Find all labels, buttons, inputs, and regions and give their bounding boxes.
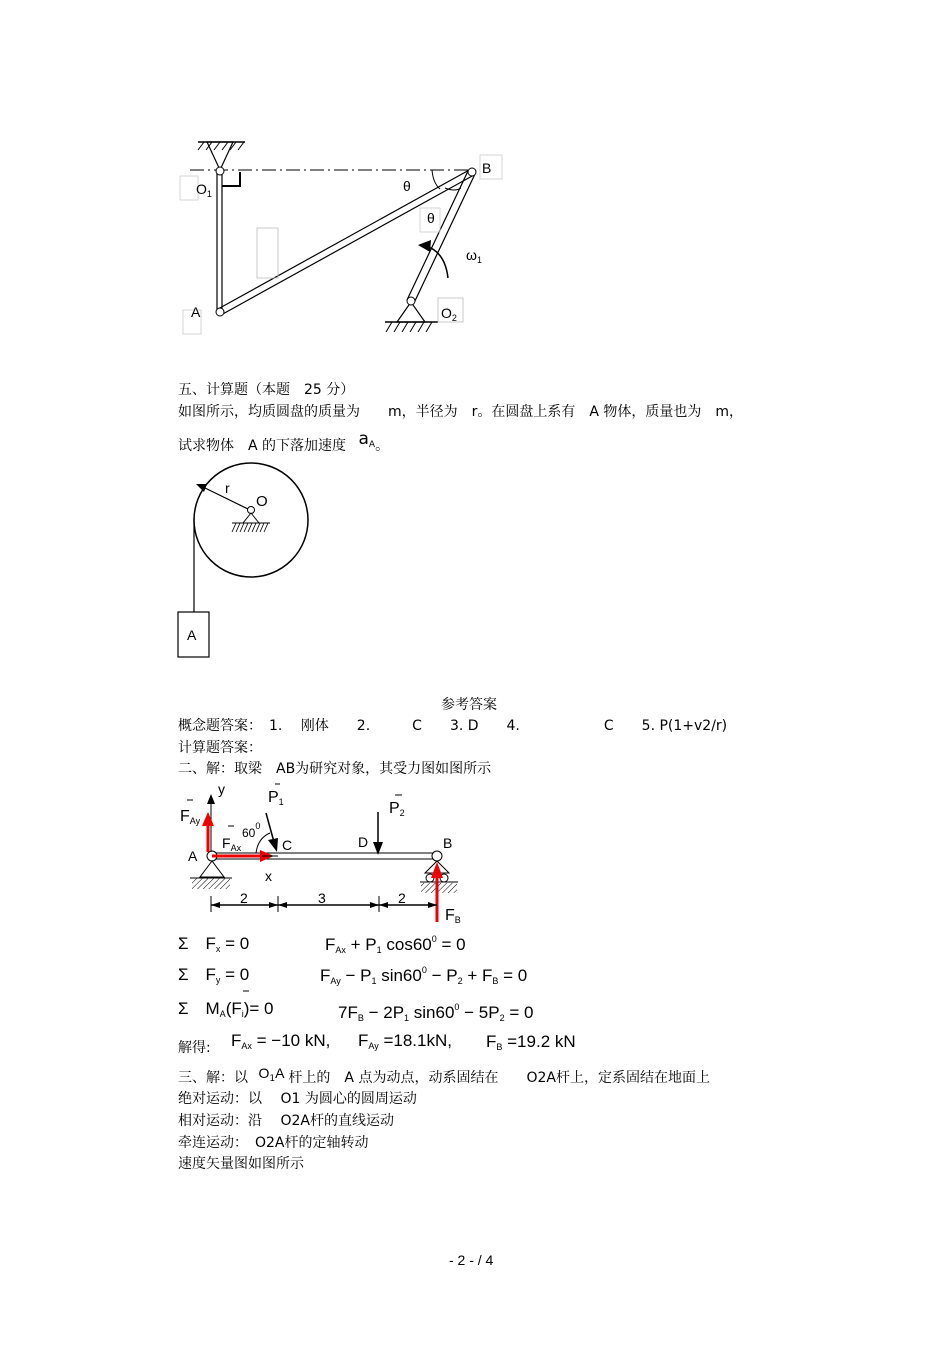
section5-line2: 试求物体 A 的下落加速度 $a_A$。 <box>178 429 390 454</box>
label-fax: $F_{Ax}$ <box>222 835 242 853</box>
label-angle: $60^0$ <box>242 821 261 840</box>
page-number: - 2 - / 4 <box>449 1252 494 1268</box>
section5-line1: 如图所示，均质圆盘的质量为 m，半径为 r。在圆盘上系有 A 物体，质量也为 m， <box>178 404 744 420</box>
rod-o2b <box>407 171 468 300</box>
q3-absolute-motion: 绝对运动：以 O1 为圆心的圆周运动 <box>178 1091 417 1107</box>
label-dim-2: 3 <box>318 890 326 906</box>
answers-concept: 概念题答案： 1. 刚体 2. C 3. D 4. C 5. P(1+v2/r) <box>178 718 728 734</box>
label-c: C <box>282 837 293 853</box>
label-d: D <box>358 834 369 850</box>
force-p1 <box>266 813 274 842</box>
eq1-left: Σ $F_x = 0$ <box>178 934 250 954</box>
solution-fax: $F_{Ax} = -10$ kN, <box>231 1031 331 1051</box>
label-fb: $F_B$ <box>445 907 461 925</box>
rod-ab <box>218 169 471 309</box>
solution-fay: $F_{Ay} =18.1kN$, <box>358 1031 452 1051</box>
eq2-left: Σ $F_y = 0$ <box>178 965 250 985</box>
label-fay: $F_{Ay}$ <box>180 808 201 826</box>
label-x: x <box>265 868 272 884</box>
eq2-right: $F_{Ay} - P_1$ $\sin 60^0 - P_2 + F_B = 0$ <box>320 965 528 986</box>
label-o2: $O_2$ <box>441 305 457 323</box>
q3-convected-motion: 牵连运动： O2A杆的定轴转动 <box>178 1135 369 1151</box>
eq3-left: Σ $M_A(F_i)= 0$ <box>178 999 274 1019</box>
section5-heading: 五、计算题（本题 25 分） <box>178 382 355 398</box>
label-p2: $P_2$ <box>389 800 405 818</box>
answers-q2: 二、解：取梁 AB为研究对象，其受力图如图所示 <box>178 761 492 777</box>
label-disk-o: O <box>256 493 268 510</box>
eq1-right: $F_{Ax} + P_1$ $\cos 60^0 = 0$ <box>325 934 466 955</box>
q3-velocity-diagram: 速度矢量图如图所示 <box>178 1156 304 1172</box>
label-theta-2: θ <box>427 210 435 226</box>
label-a-beam: A <box>188 848 198 864</box>
label-block-a: A <box>187 627 197 643</box>
label-b: B <box>482 160 492 176</box>
label-b-beam: B <box>443 835 453 851</box>
label-y: y <box>218 781 225 797</box>
label-dim-1: 2 <box>240 890 248 906</box>
pin-support-o1 <box>207 142 233 170</box>
label-dim-3: 2 <box>398 890 406 906</box>
answers-title: 参考答案 <box>441 697 497 713</box>
label-o1: $O_1$ <box>196 181 212 199</box>
label-theta-1: θ <box>403 178 411 194</box>
q3-line1: 三、解：以 $O_1A$ 杆上的 A 点为动点，动系固结在 O2A杆上，定系固结在地面上 <box>178 1065 710 1086</box>
solution-fb: $F_B =19.2$ kN <box>486 1032 576 1052</box>
q3-relative-motion: 相对运动：沿 O2A杆的直线运动 <box>178 1113 394 1129</box>
label-p1: $P_1$ <box>268 789 284 807</box>
label-r: r <box>225 480 230 496</box>
solution-label: 解得: <box>178 1040 211 1056</box>
answers-calc: 计算题答案： <box>178 740 262 756</box>
disk <box>194 463 308 577</box>
eq3-right: $7F_B - 2P_1$ $\sin 60^0 - 5P_2 = 0$ <box>338 1002 534 1023</box>
label-omega: $\omega_1$ <box>466 247 482 265</box>
label-a: A <box>191 304 201 320</box>
